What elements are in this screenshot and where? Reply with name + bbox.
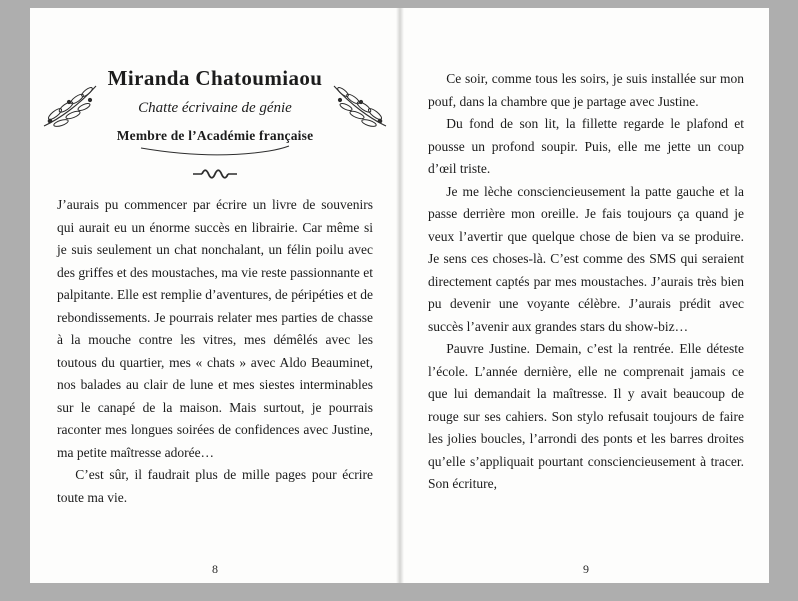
page-gutter: [396, 8, 404, 583]
page-left: [57, 8, 373, 583]
page-number: 8: [212, 562, 218, 576]
chapter-subtitle: Chatte écrivaine de génie: [138, 100, 292, 116]
chapter-header: [57, 66, 373, 180]
page-text: [57, 194, 373, 509]
chapter-affiliation: Membre de l’Académie française: [116, 128, 314, 143]
book-spread: [30, 8, 769, 583]
page-text: [428, 68, 744, 496]
paragraph: J’aurais pu commencer par écrire un livre de souvenirs qui aurait eu un énorme succès en librairie. Car même si je suis seulement un chat nonchalant, un félin poilu avec des griffes et des moustaches, ma vie reste passionnante et palpitante. Elle est remplie d’aventures, de péripéties et de rebondissements. Je pourrais relater mes parties de chasse à la mouche contre les vitres, mes démêlés avec les toutous du quartier, mes « chats » avec Aldo Beauminet, nos balades au clair de lune et mes siestes interminables sur le canapé de la maison. Mais surtout, je pourrais raconter mes longues soirées de confidences avec Justine, ma petite maîtresse adorée…: [57, 197, 373, 460]
paragraph: C’est sûr, il faudrait plus de mille pages pour écrire toute ma vie.: [57, 467, 373, 505]
olive-branch-icon: [41, 80, 99, 132]
paragraph: Je me lèche consciencieusement la patte gauche et la passe derrière mon oreille. Je fais toujours ça quand je veux l’avertir que quelque chose de bien va se produire. Je sens ces choses-là. C’est comme des SMS qui seraient directement captés par mes moustaches. J’aurais très bien pu devenir une voyante célèbre. J’aurais prédit avec succès l’avenir aux grandes stars du show-biz…: [428, 183, 744, 334]
swash-flourish-icon: [57, 145, 373, 156]
page-right: [428, 8, 744, 583]
page-number: 9: [583, 562, 589, 576]
chapter-title: Miranda Chatoumiaou: [107, 66, 323, 90]
paragraph: Du fond de son lit, la fillette regarde le plafond et pousse un profond soupir. Puis, elle me jette un coup d’œil triste.: [428, 116, 744, 176]
olive-branch-icon: [331, 80, 389, 132]
paragraph: Pauvre Justine. Demain, c’est la rentrée. Elle déteste l’école. L’année dernière, elle ne comprenait jamais ce que lui demandait la maîtresse. Il y avait beaucoup de rouge sur ses cahiers. Son stylo refusait toujours de faire les jolies boucles, l’arrondi des ponts et les barres droites qu’elle s’appliquait pourtant consciencieusement à tracer. Son écriture,: [428, 341, 744, 491]
paragraph: Ce soir, comme tous les soirs, je suis installée sur mon pouf, dans la chambre que je partage avec Justine.: [428, 71, 744, 109]
vine-squiggle-icon: [57, 166, 373, 180]
